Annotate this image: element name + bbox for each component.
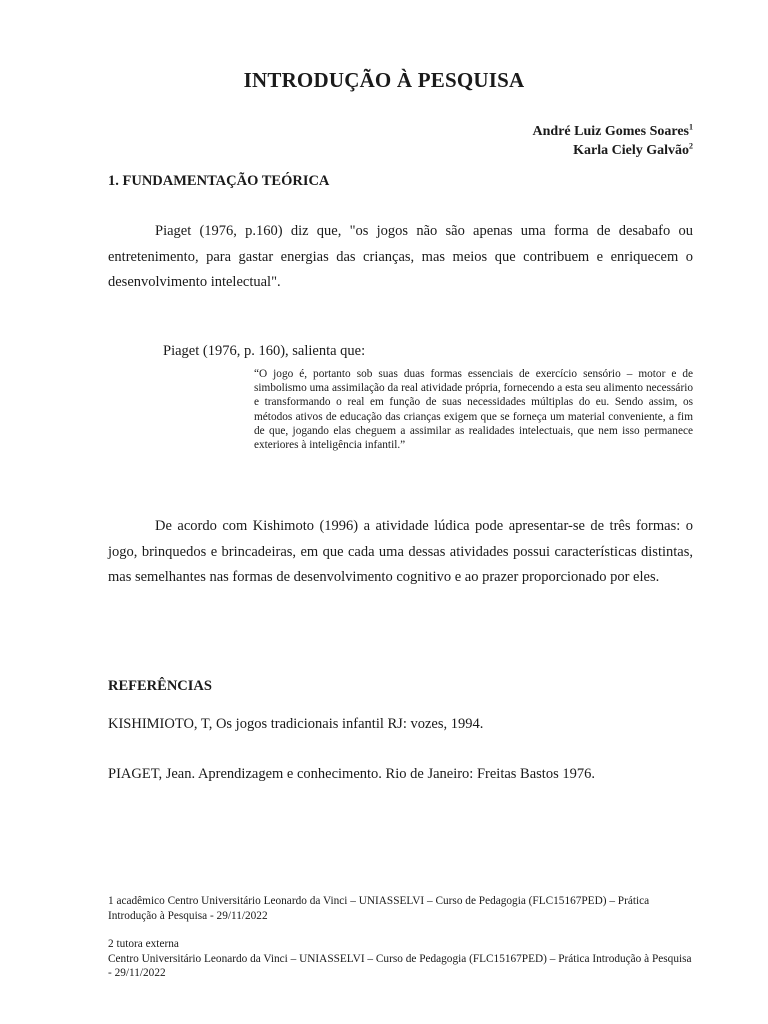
author-block: [533, 122, 693, 160]
reference-item: PIAGET, Jean. Aprendizagem e conhecimento. Rio de Janeiro: Freitas Bastos 1976.: [108, 766, 595, 782]
author-mark-1: 1: [689, 122, 693, 132]
reference-item: KISHIMIOTO, T, Os jogos tradicionais infantil RJ: vozes, 1994.: [108, 716, 484, 732]
author-name-1: André Luiz Gomes Soares: [532, 124, 689, 139]
references-heading: REFERÊNCIAS: [108, 678, 212, 694]
footnote-2-label: 2 tutora externa: [108, 938, 179, 950]
footnote-1: 1 acadêmico Centro Universitário Leonardo da Vinci – UNIASSELVI – Curso de Pedagogia (FLC15167PED) – Prática Introdução à Pesquisa - 29/11/2022: [108, 895, 650, 922]
paragraph-1: Piaget (1976, p.160) diz que, "os jogos não são apenas uma forma de desabafo ou entretenimento, para gastar energias das crianças, mas meios que contribuem e enriquecem o desenvolvimento intelectual".: [108, 223, 693, 290]
author-line-2: [533, 141, 693, 160]
section-heading: 1. FUNDAMENTAÇÃO TEÓRICA: [108, 173, 330, 189]
author-mark-2: 2: [689, 141, 693, 151]
footnote-2: [108, 937, 698, 981]
author-line-1: [533, 122, 693, 141]
footnote-2-text: Centro Universitário Leonardo da Vinci – UNIASSELVI – Curso de Pedagogia (FLC15167PED) – Prática Introdução à Pesquisa - 29/11/2022: [108, 952, 692, 979]
document-title: INTRODUÇÃO À PESQUISA: [243, 68, 525, 92]
quote-intro: Piaget (1976, p. 160), salienta que:: [163, 343, 366, 359]
block-quote: “O jogo é, portanto sob suas duas formas essenciais de exercício sensório – motor e de simbolismo uma assimilação da real atividade própria, fornecendo a esta seu alimento necessário e transformando o real em função de suas necessidades múltiplas do eu. Sendo assim, os métodos ativos de educação das crianças exigem que se forneça um material conveniente, a fim de que, jogando elas cheguem a assimilar as realidades intelectuais, que nem isso permanece exteriores à inteligência infantil.”: [254, 368, 693, 452]
author-name-2: Karla Ciely Galvão: [573, 143, 689, 158]
paragraph-2: De acordo com Kishimoto (1996) a atividade lúdica pode apresentar-se de três formas: o jogo, brinquedos e brincadeiras, em que cada uma dessas atividades possui características distintas, mas semelhantes nas formas de desenvolvimento cognitivo e ao prazer proporcionado por eles.: [108, 518, 693, 585]
